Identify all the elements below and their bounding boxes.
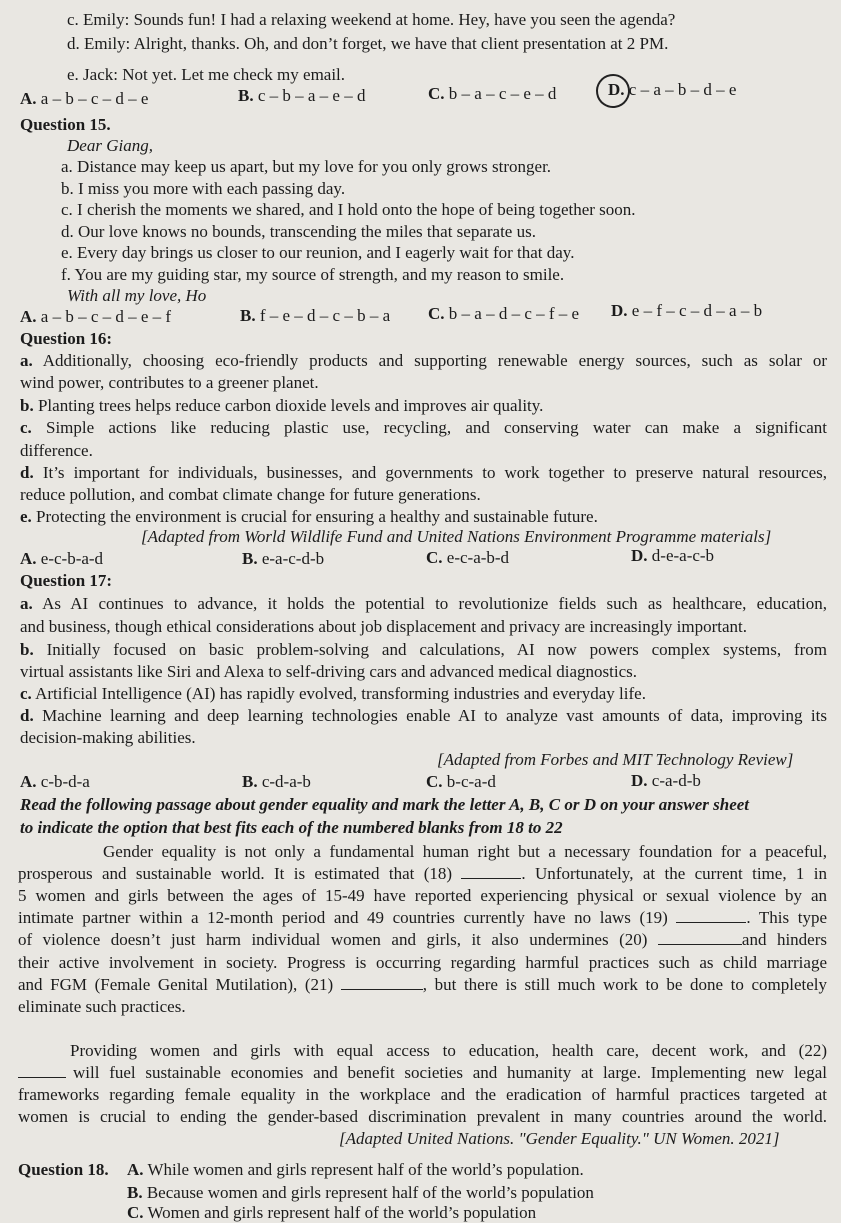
blank-20[interactable]: [658, 930, 742, 945]
passage-p2-line2-text: will fuel sustainable economies and benefit societies and humanity at large. Implementing new legal: [73, 1063, 827, 1082]
q17-item-d-cont: decision-making abilities.: [20, 728, 196, 747]
q16-title: Question 16:: [20, 329, 113, 348]
passage-p1-line7: and FGM (Female Genital Mutilation), (21) , but there is still much work to be done to completely: [18, 975, 828, 994]
passage-p2-line2: [18, 1063, 66, 1083]
passage-p1-line4: intimate partner within a 12-month period and 49 countries currently have no laws (19) . This type: [18, 908, 827, 927]
q15-line-c: c. I cherish the moments we shared, and I hold onto the hope of being together soon.: [61, 200, 636, 219]
q17-option-d[interactable]: D. c-a-d-b: [631, 771, 701, 790]
q17-source: [Adapted from Forbes and MIT Technology Review]: [437, 750, 794, 769]
q14-option-b[interactable]: B. c – b – a – e – d: [238, 86, 366, 105]
q17-item-c: c. Artificial Intelligence (AI) has rapidly evolved, transforming industries and everyday life.: [20, 684, 646, 703]
passage-p1-line2: prosperous and sustainable world. It is estimated that (18) . Unfortunately, at the current time, 1 in: [18, 864, 827, 883]
q15-option-c[interactable]: C. b – a – d – c – f – e: [428, 304, 580, 323]
q16-item-c-cont: difference.: [20, 441, 93, 460]
q16-option-a[interactable]: A. e-c-b-a-d: [20, 549, 104, 568]
q16-item-d-cont: reduce pollution, and combat climate change for future generations.: [20, 485, 481, 504]
blank-18[interactable]: [461, 864, 521, 879]
q15-greeting: Dear Giang,: [67, 136, 153, 155]
blank-21[interactable]: [341, 975, 423, 990]
q17-item-a-cont: and business, though ethical considerations about job displacement and privacy are increasingly important.: [20, 617, 748, 636]
q17-item-d: d. Machine learning and deep learning technologies enable AI to analyze vast amounts of data, improving its: [20, 706, 827, 725]
passage-p1-line3: 5 women and girls between the ages of 15-49 have reported experiencing physical or sexual violence by an: [18, 886, 827, 905]
q16-option-c[interactable]: C. e-c-a-b-d: [426, 548, 510, 567]
q15-line-f: f. You are my guiding star, my source of strength, and my reason to smile.: [61, 265, 565, 284]
reading-instruction-line2: to indicate the option that best fits each of the numbered blanks from 18 to 22: [20, 818, 563, 837]
blank-22[interactable]: [18, 1063, 66, 1078]
q16-item-a-cont: wind power, contributes to a greener planet.: [20, 373, 319, 392]
passage-p1-line8: eliminate such practices.: [18, 997, 186, 1016]
q15-option-a[interactable]: A. a – b – c – d – e – f: [20, 307, 172, 326]
q15-line-b: b. I miss you more with each passing day.: [61, 179, 346, 198]
q17-item-a: a. As AI continues to advance, it holds the potential to revolutionize fields such as healthcare, education,: [20, 594, 828, 613]
q14-option-a[interactable]: A. a – b – c – d – e: [20, 89, 149, 108]
q17-title: Question 17:: [20, 571, 113, 590]
passage-p1-line5: of violence doesn’t just harm individual women and girls, it also undermines (20) and hinders: [18, 930, 827, 949]
q15-closing: With all my love, Ho: [67, 286, 207, 305]
q14-line-d: d. Emily: Alright, thanks. Oh, and don’t forget, we have that client presentation at 2 PM.: [67, 34, 669, 53]
q16-option-d[interactable]: D. d-e-a-c-b: [631, 546, 715, 565]
passage-p2-line3: frameworks regarding female equality in the workplace and the eradication of harmful practices targeted at: [18, 1085, 827, 1104]
passage-p1-line1: Gender equality is not only a fundamental human right but a necessary foundation for a peaceful,: [103, 842, 827, 861]
q16-item-e: e. Protecting the environment is crucial for ensuring a healthy and sustainable future.: [20, 507, 598, 526]
passage-p2-line4: women is crucial to ending the gender-based discrimination prevalent in many countries around the world.: [18, 1107, 827, 1126]
q17-item-b: b. Initially focused on basic problem-solving and calculations, AI now powers complex systems, from: [20, 640, 828, 659]
q15-line-e: e. Every day brings us closer to our reunion, and I eagerly wait for that day.: [61, 243, 575, 262]
q14-line-e: e. Jack: Not yet. Let me check my email.: [67, 65, 346, 84]
q14-option-d[interactable]: D. c – a – b – d – e: [608, 80, 737, 99]
q16-item-a: a. Additionally, choosing eco-friendly products and supporting renewable energy sources, such as solar or: [20, 351, 828, 370]
passage-p1-line6: their active involvement in society. Progress is occurring regarding harmful practices such as child marriage: [18, 953, 827, 972]
q18-option-c[interactable]: C. Women and girls represent half of the world’s population: [127, 1203, 537, 1222]
q17-option-b[interactable]: B. c-d-a-b: [242, 772, 311, 791]
q15-line-d: d. Our love knows no bounds, transcending the miles that separate us.: [61, 222, 536, 241]
passage-source: [Adapted United Nations. "Gender Equality." UN Women. 2021]: [339, 1129, 780, 1148]
q14-line-c: c. Emily: Sounds fun! I had a relaxing weekend at home. Hey, have you seen the agenda?: [67, 10, 676, 29]
q16-source: [Adapted from World Wildlife Fund and United Nations Environment Programme materials]: [141, 527, 772, 546]
q15-title: Question 15.: [20, 115, 111, 134]
q18-option-b[interactable]: B. Because women and girls represent half of the world’s population: [127, 1183, 594, 1202]
q17-option-c[interactable]: C. b-c-a-d: [426, 772, 496, 791]
q16-item-c: c. Simple actions like reducing plastic use, recycling, and conserving water can make a significant: [20, 418, 828, 437]
q16-item-d: d. It’s important for individuals, businesses, and governments to work together to preserve natural resources,: [20, 463, 828, 482]
q15-line-a: a. Distance may keep us apart, but my love for you only grows stronger.: [61, 157, 552, 176]
q16-item-b: b. Planting trees helps reduce carbon dioxide levels and improves air quality.: [20, 396, 544, 415]
passage-p2-line1: Providing women and girls with equal access to education, health care, decent work, and (22): [70, 1041, 827, 1060]
q18-title: Question 18.: [18, 1160, 109, 1179]
q14-option-c[interactable]: C. b – a – c – e – d: [428, 84, 557, 103]
q15-option-d[interactable]: D. e – f – c – d – a – b: [611, 301, 763, 320]
q18-option-a[interactable]: A. While women and girls represent half of the world’s population.: [127, 1160, 584, 1179]
reading-instruction-line1: Read the following passage about gender equality and mark the letter A, B, C or D on your answer sheet: [20, 795, 750, 814]
q17-option-a[interactable]: A. c-b-d-a: [20, 772, 90, 791]
blank-19[interactable]: [676, 908, 746, 923]
q15-option-b[interactable]: B. f – e – d – c – b – a: [240, 306, 391, 325]
q16-option-b[interactable]: B. e-a-c-d-b: [242, 549, 325, 568]
q17-item-b-cont: virtual assistants like Siri and Alexa to self-driving cars and advanced medical diagnostics.: [20, 662, 638, 681]
